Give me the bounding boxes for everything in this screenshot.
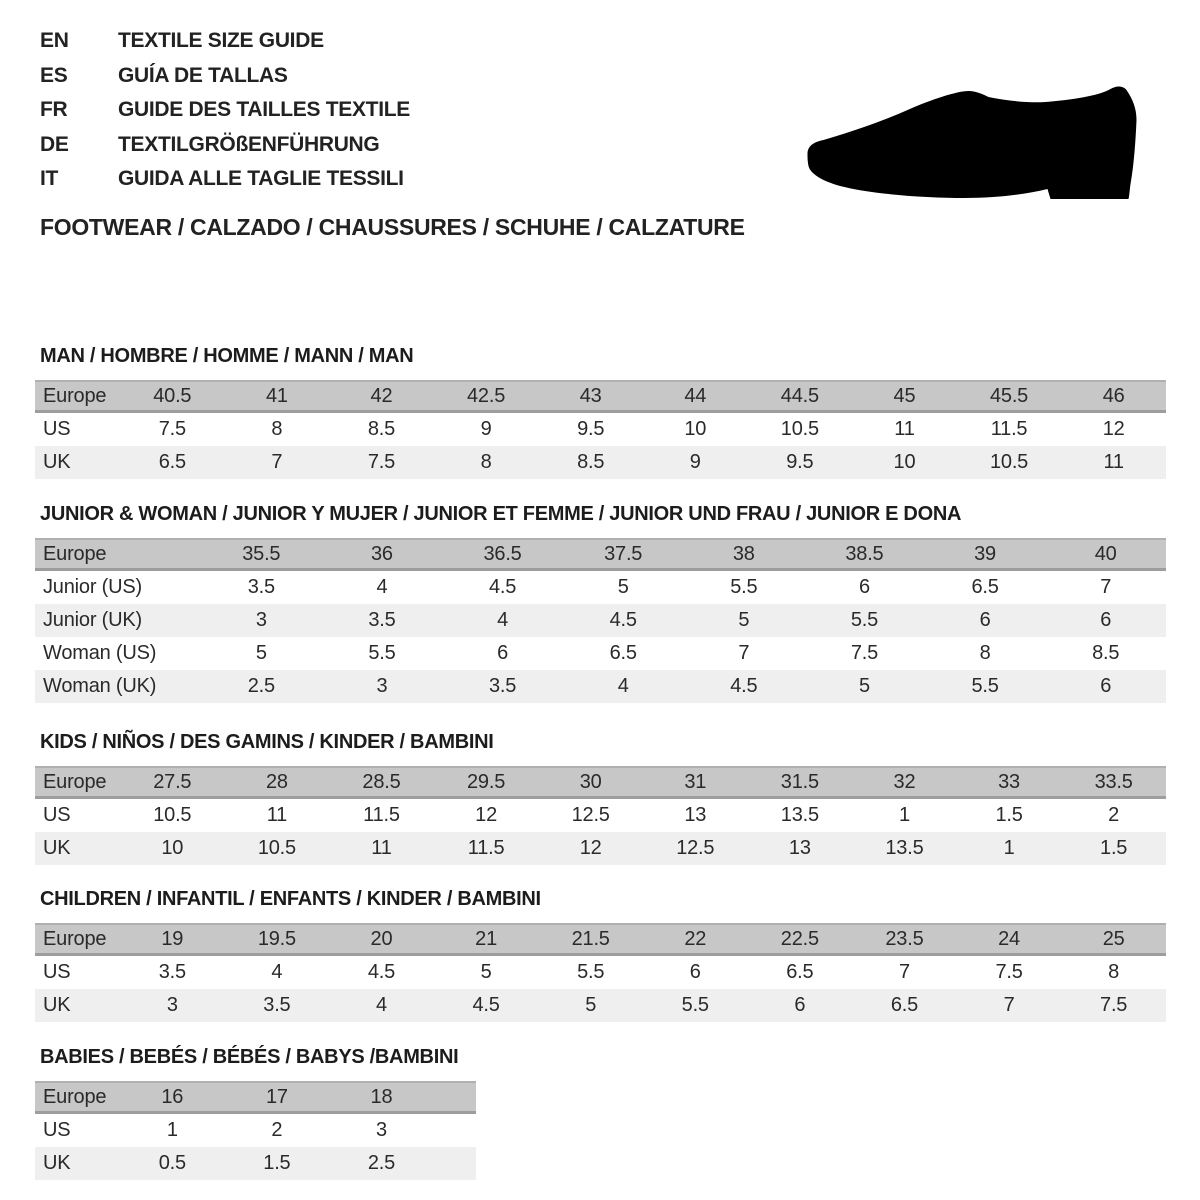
table-row [35,670,1166,703]
size-value: 5.5 [577,961,605,983]
table-row [35,956,1166,989]
size-value: 3.5 [488,675,517,697]
row-label: Junior (US) [43,576,142,598]
size-value: 10.5 [257,837,296,859]
size-value: 7 [738,642,750,664]
size-value: 3 [255,609,267,631]
size-value: 9 [689,451,701,473]
size-value: 5.5 [730,576,758,598]
language-row-es [40,59,410,94]
size-value: 4.5 [367,961,396,983]
size-table-kids [35,766,1166,865]
size-value: 1 [1003,837,1015,859]
language-row-en [40,24,410,59]
size-value: 7.5 [367,451,396,473]
row-label: Woman (US) [43,642,157,664]
size-value: 44 [684,385,707,407]
size-value: 0.5 [158,1152,186,1174]
size-value: 44.5 [780,385,819,407]
size-value: 8.5 [367,418,396,440]
size-value: 7 [898,961,910,983]
size-value: 6.5 [971,576,999,598]
size-value: 2 [271,1119,283,1141]
size-value: 23.5 [885,928,924,950]
size-value: 4.5 [472,994,500,1016]
section-title: CHILDREN / INFANTIL / ENFANTS / KINDER / BAMBINI [40,888,541,910]
language-title: GUIDA ALLE TAGLIE TESSILI [118,167,404,190]
size-value: 3 [376,675,388,697]
category-heading: FOOTWEAR / CALZADO / CHAUSSURES / SCHUHE / CALZATURE [40,214,745,240]
table-row [35,832,1166,865]
row-label: UK [43,1152,71,1174]
size-value: 3.5 [158,961,186,983]
language-row-it [40,162,410,197]
size-value: 7 [1100,576,1112,598]
size-value: 8.5 [577,451,605,473]
size-value: 2.5 [247,675,275,697]
size-value: 6 [858,576,870,598]
language-code: DE [40,132,69,156]
size-value: 38 [732,543,755,565]
language-row-fr [40,93,410,128]
size-value: 12 [579,837,602,859]
size-value: 8 [979,642,991,664]
size-table-babies [35,1081,476,1180]
size-value: 11 [371,837,392,859]
language-code: EN [40,29,69,52]
size-value: 22 [684,928,707,950]
language-row-de [40,128,410,163]
table-row [35,604,1166,637]
row-label: UK [43,451,71,473]
language-title: GUÍA DE TALLAS [118,63,288,87]
size-value: 5 [255,642,267,664]
size-value: 21 [475,928,497,950]
size-value: 11.5 [467,837,505,859]
size-value: 12 [1102,418,1125,440]
size-value: 3.5 [368,609,396,631]
section-kids [35,731,1166,865]
size-value: 39 [974,543,996,565]
row-filler [434,1083,476,1111]
size-value: 7.5 [850,642,879,664]
size-value: 12.5 [676,837,715,859]
size-value: 35.5 [242,543,281,565]
size-value: 6 [1100,609,1112,631]
table-row [35,989,1166,1022]
size-value: 13.5 [885,837,924,859]
size-value: 31 [684,771,707,793]
size-value: 10 [893,451,916,473]
size-value: 6 [979,609,991,631]
size-value: 6.5 [158,451,186,473]
row-label: Woman (UK) [43,675,157,697]
size-value: 1.5 [995,804,1023,826]
size-value: 10.5 [153,804,192,826]
table-header-row [35,923,1166,956]
size-value: 24 [998,928,1020,950]
table-header-row [35,380,1166,413]
row-label: Europe [43,543,107,565]
size-value: 4 [271,961,283,983]
size-value: 27.5 [153,771,192,793]
size-value: 9.5 [786,451,814,473]
size-value: 16 [161,1086,184,1108]
size-value: 10 [161,837,184,859]
size-value: 10 [684,418,707,440]
size-value: 36 [371,543,393,565]
size-value: 4.5 [609,609,637,631]
row-label: Europe [43,771,107,793]
size-value: 31.5 [780,771,819,793]
language-code: FR [40,98,68,121]
size-value: 1 [166,1119,178,1141]
size-value: 28 [265,771,288,793]
size-value: 13 [788,837,811,859]
size-value: 32 [893,771,916,793]
table-row [35,1147,476,1180]
size-table-children [35,923,1166,1022]
row-label: Europe [43,928,107,950]
size-value: 7.5 [1100,994,1128,1016]
size-value: 2 [1108,804,1120,826]
section-title: JUNIOR & WOMAN / JUNIOR Y MUJER / JUNIOR ET FEMME / JUNIOR UND FRAU / JUNIOR E DONA [40,503,962,525]
row-label: UK [43,837,71,859]
size-value: 8 [480,451,492,473]
size-value: 7 [1003,994,1015,1016]
size-value: 9.5 [577,418,605,440]
size-value: 17 [265,1086,288,1108]
size-value: 36.5 [483,543,522,565]
row-filler [434,1147,476,1180]
size-value: 33 [998,771,1020,793]
size-value: 8 [271,418,283,440]
table-row [35,799,1166,832]
row-label: UK [43,994,71,1016]
size-value: 21.5 [571,928,610,950]
size-value: 19 [161,928,184,950]
size-value: 2.5 [367,1152,396,1174]
size-value: 4 [497,609,509,631]
size-value: 10.5 [989,451,1029,473]
size-value: 3 [166,994,178,1016]
size-table-man [35,380,1166,479]
section-man [35,345,1166,479]
size-value: 4.5 [488,576,517,598]
row-label: US [43,418,71,440]
size-value: 5.5 [681,994,709,1016]
size-value: 30 [579,771,602,793]
size-value: 29.5 [467,771,506,793]
table-header-row [35,538,1166,571]
size-value: 6.5 [609,642,637,664]
row-label: US [43,961,71,983]
size-value: 38.5 [845,543,884,565]
size-value: 1 [898,804,910,826]
size-value: 1.5 [1100,837,1128,859]
size-value: 20 [370,928,393,950]
size-value: 40 [1094,543,1117,565]
size-value: 42.5 [467,385,506,407]
size-value: 18 [370,1086,393,1108]
row-label: US [43,804,71,826]
size-value: 6 [794,994,806,1016]
size-value: 45 [893,385,916,407]
size-value: 11 [894,418,915,440]
size-value: 33.5 [1094,771,1133,793]
size-value: 46 [1102,385,1125,407]
table-row [35,1114,476,1147]
size-value: 5 [585,994,597,1016]
size-value: 3.5 [263,994,291,1016]
size-value: 7.5 [995,961,1023,983]
size-value: 6 [1100,675,1112,697]
size-value: 6 [497,642,509,664]
size-value: 10.5 [780,418,819,440]
size-value: 5 [858,675,870,697]
section-title: MAN / HOMBRE / HOMME / MANN / MAN [40,345,414,367]
table-row [35,571,1166,604]
size-value: 8 [1108,961,1120,983]
dress-shoe-silhouette-icon [800,58,1145,208]
size-value: 42 [370,385,393,407]
table-row [35,413,1166,446]
table-header-row [35,1081,476,1114]
size-value: 6.5 [786,961,814,983]
size-value: 4 [376,994,387,1016]
language-title: TEXTILGRÖßENFÜHRUNG [118,132,380,156]
row-label: Europe [43,385,107,407]
size-value: 9 [480,418,492,440]
row-label: Europe [43,1086,107,1108]
size-value: 11.5 [990,418,1028,440]
size-value: 22.5 [780,928,819,950]
table-row [35,446,1166,479]
section-children [35,888,1166,1022]
size-value: 11 [1103,451,1124,473]
size-table-junior-woman [35,538,1166,703]
size-value: 43 [579,385,602,407]
size-value: 5.5 [971,675,999,697]
language-title: GUIDE DES TAILLES TEXTILE [118,98,410,121]
section-junior-woman [35,503,1166,703]
size-value: 5 [738,609,750,631]
size-value: 6 [689,961,701,983]
size-value: 40.5 [153,385,192,407]
size-value: 5.5 [850,609,879,631]
size-value: 1.5 [263,1152,291,1174]
size-value: 5 [617,576,629,598]
size-value: 11 [266,804,288,826]
size-value: 7 [271,451,283,473]
language-code: IT [40,167,59,190]
row-filler [434,1114,476,1147]
size-value: 5.5 [368,642,396,664]
size-value: 13 [684,804,707,826]
size-value: 41 [265,385,288,407]
size-value: 11.5 [363,804,400,826]
size-value: 8.5 [1092,642,1120,664]
size-value: 13.5 [780,804,819,826]
size-value: 37.5 [604,543,643,565]
row-label: Junior (UK) [43,609,142,631]
size-value: 45.5 [989,385,1029,407]
size-value: 5 [480,961,492,983]
language-title: TEXTILE SIZE GUIDE [118,29,324,52]
size-value: 12.5 [571,804,610,826]
language-title-block [40,24,410,197]
size-value: 4 [376,576,388,598]
section-babies [35,1046,476,1180]
section-title: KIDS / NIÑOS / DES GAMINS / KINDER / BAMBINI [40,731,494,753]
size-value: 6.5 [890,994,919,1016]
size-value: 12 [475,804,497,826]
size-value: 4 [617,675,629,697]
size-value: 4.5 [730,675,758,697]
size-value: 3 [376,1119,387,1141]
size-value: 25 [1102,928,1125,950]
size-value: 28.5 [362,771,401,793]
table-row [35,637,1166,670]
row-label: US [43,1119,71,1141]
size-value: 19.5 [257,928,296,950]
size-value: 3.5 [247,576,275,598]
language-code: ES [40,63,68,87]
table-header-row [35,766,1166,799]
size-value: 7.5 [158,418,186,440]
section-title: BABIES / BEBÉS / BÉBÉS / BABYS /BAMBINI [40,1046,459,1068]
